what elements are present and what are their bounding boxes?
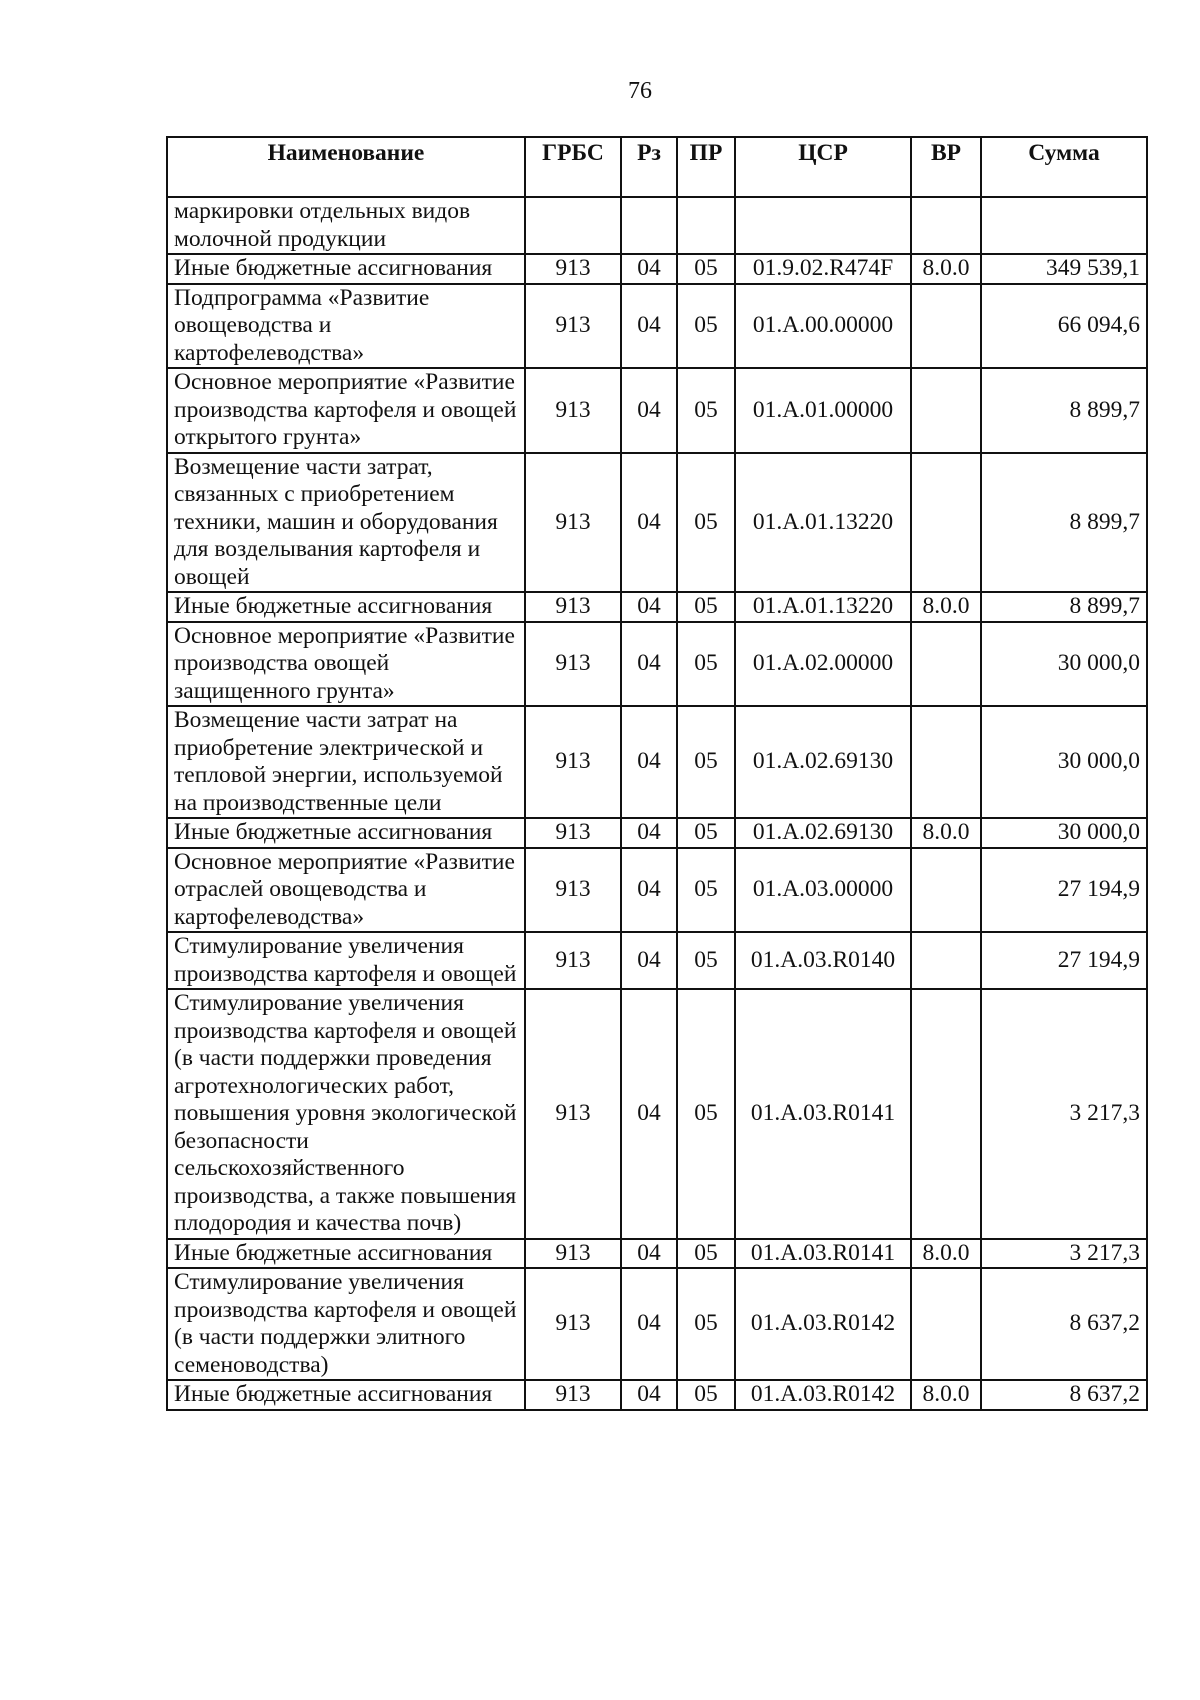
- cell-grbs: 913: [525, 284, 621, 369]
- cell-pr: 05: [677, 989, 735, 1239]
- cell-csr: 01.А.03.R0142: [735, 1380, 911, 1410]
- cell-name: Стимулирование увеличения производства картофеля и овощей (в части поддержки проведения агротехнологических работ, повышения уровня экологической безопасности сельскохозяйственного производства, а также повышения плодородия и качества почв): [167, 989, 525, 1239]
- cell-vr: 8.0.0: [911, 1380, 981, 1410]
- cell-csr: 01.А.03.00000: [735, 848, 911, 933]
- table-row: [167, 1239, 1147, 1269]
- cell-rz: 04: [621, 368, 677, 453]
- cell-rz: 04: [621, 622, 677, 707]
- cell-pr: [677, 197, 735, 254]
- cell-pr: 05: [677, 932, 735, 989]
- cell-pr: 05: [677, 453, 735, 593]
- header-rz: Рз: [621, 137, 677, 197]
- cell-grbs: 913: [525, 592, 621, 622]
- cell-grbs: [525, 197, 621, 254]
- cell-name: Иные бюджетные ассигнования: [167, 1239, 525, 1269]
- cell-csr: 01.А.02.69130: [735, 706, 911, 818]
- cell-sum: 3 217,3: [981, 1239, 1147, 1269]
- cell-sum: 30 000,0: [981, 622, 1147, 707]
- cell-grbs: 913: [525, 848, 621, 933]
- cell-rz: [621, 197, 677, 254]
- cell-name: Иные бюджетные ассигнования: [167, 1380, 525, 1410]
- cell-vr: [911, 932, 981, 989]
- header-csr: ЦСР: [735, 137, 911, 197]
- cell-rz: 04: [621, 848, 677, 933]
- cell-grbs: 913: [525, 622, 621, 707]
- cell-vr: [911, 989, 981, 1239]
- cell-name: маркировки отдельных видов молочной продукции: [167, 197, 525, 254]
- table-row: [167, 254, 1147, 284]
- cell-sum: 8 899,7: [981, 453, 1147, 593]
- cell-rz: 04: [621, 254, 677, 284]
- budget-table: [166, 136, 1148, 1411]
- cell-vr: 8.0.0: [911, 1239, 981, 1269]
- cell-pr: 05: [677, 818, 735, 848]
- cell-grbs: 913: [525, 453, 621, 593]
- cell-name: Иные бюджетные ассигнования: [167, 592, 525, 622]
- cell-csr: [735, 197, 911, 254]
- cell-sum: 27 194,9: [981, 932, 1147, 989]
- cell-csr: 01.А.01.13220: [735, 453, 911, 593]
- table-row: [167, 818, 1147, 848]
- cell-sum: 349 539,1: [981, 254, 1147, 284]
- table-row: [167, 706, 1147, 818]
- cell-rz: 04: [621, 818, 677, 848]
- cell-csr: 01.А.01.13220: [735, 592, 911, 622]
- table-row: [167, 622, 1147, 707]
- cell-sum: 27 194,9: [981, 848, 1147, 933]
- table-row: [167, 284, 1147, 369]
- cell-pr: 05: [677, 284, 735, 369]
- cell-name: Основное мероприятие «Развитие производства картофеля и овощей открытого грунта»: [167, 368, 525, 453]
- cell-grbs: 913: [525, 1380, 621, 1410]
- cell-pr: 05: [677, 592, 735, 622]
- cell-pr: 05: [677, 622, 735, 707]
- cell-csr: 01.А.02.00000: [735, 622, 911, 707]
- cell-pr: 05: [677, 1268, 735, 1380]
- cell-vr: 8.0.0: [911, 254, 981, 284]
- cell-csr: 01.А.03.R0142: [735, 1268, 911, 1380]
- cell-vr: 8.0.0: [911, 592, 981, 622]
- cell-rz: 04: [621, 1380, 677, 1410]
- cell-sum: [981, 197, 1147, 254]
- cell-grbs: 913: [525, 368, 621, 453]
- cell-rz: 04: [621, 1268, 677, 1380]
- cell-sum: 30 000,0: [981, 706, 1147, 818]
- cell-name: Возмещение части затрат на приобретение электрической и тепловой энергии, используемой на производственные цели: [167, 706, 525, 818]
- cell-vr: [911, 706, 981, 818]
- page-number: 76: [628, 78, 652, 104]
- cell-csr: 01.9.02.R474F: [735, 254, 911, 284]
- cell-vr: [911, 284, 981, 369]
- cell-sum: 8 637,2: [981, 1380, 1147, 1410]
- cell-csr: 01.А.01.00000: [735, 368, 911, 453]
- cell-name: Основное мероприятие «Развитие производства овощей защищенного грунта»: [167, 622, 525, 707]
- cell-vr: [911, 622, 981, 707]
- cell-csr: 01.А.03.R0141: [735, 1239, 911, 1269]
- header-sum: Сумма: [981, 137, 1147, 197]
- table-row: [167, 453, 1147, 593]
- cell-grbs: 913: [525, 818, 621, 848]
- header-vr: ВР: [911, 137, 981, 197]
- table-row: [167, 932, 1147, 989]
- table-row: [167, 848, 1147, 933]
- cell-vr: [911, 197, 981, 254]
- cell-grbs: 913: [525, 932, 621, 989]
- cell-sum: 8 899,7: [981, 368, 1147, 453]
- cell-rz: 04: [621, 1239, 677, 1269]
- cell-pr: 05: [677, 1380, 735, 1410]
- cell-pr: 05: [677, 254, 735, 284]
- header-name: Наименование: [167, 137, 525, 197]
- cell-vr: [911, 1268, 981, 1380]
- cell-name: Стимулирование увеличения производства картофеля и овощей: [167, 932, 525, 989]
- header-grbs: ГРБС: [525, 137, 621, 197]
- cell-csr: 01.А.03.R0141: [735, 989, 911, 1239]
- cell-name: Возмещение части затрат, связанных с приобретением техники, машин и оборудования для возделывания картофеля и овощей: [167, 453, 525, 593]
- header-pr: ПР: [677, 137, 735, 197]
- table-header: [167, 137, 1147, 197]
- cell-csr: 01.А.02.69130: [735, 818, 911, 848]
- table-row: [167, 197, 1147, 254]
- cell-name: Иные бюджетные ассигнования: [167, 254, 525, 284]
- cell-rz: 04: [621, 706, 677, 818]
- cell-name: Иные бюджетные ассигнования: [167, 818, 525, 848]
- cell-csr: 01.А.03.R0140: [735, 932, 911, 989]
- cell-csr: 01.А.00.00000: [735, 284, 911, 369]
- cell-name: Подпрограмма «Развитие овощеводства и картофелеводства»: [167, 284, 525, 369]
- cell-sum: 8 899,7: [981, 592, 1147, 622]
- cell-rz: 04: [621, 932, 677, 989]
- cell-sum: 30 000,0: [981, 818, 1147, 848]
- table-row: [167, 368, 1147, 453]
- table-row: [167, 1268, 1147, 1380]
- table-row: [167, 989, 1147, 1239]
- cell-pr: 05: [677, 368, 735, 453]
- cell-pr: 05: [677, 706, 735, 818]
- cell-grbs: 913: [525, 706, 621, 818]
- cell-pr: 05: [677, 848, 735, 933]
- cell-rz: 04: [621, 989, 677, 1239]
- cell-rz: 04: [621, 453, 677, 593]
- cell-vr: 8.0.0: [911, 818, 981, 848]
- cell-vr: [911, 453, 981, 593]
- cell-sum: 8 637,2: [981, 1268, 1147, 1380]
- cell-sum: 66 094,6: [981, 284, 1147, 369]
- cell-vr: [911, 368, 981, 453]
- table-row: [167, 1380, 1147, 1410]
- cell-name: Основное мероприятие «Развитие отраслей овощеводства и картофелеводства»: [167, 848, 525, 933]
- table-body: [167, 197, 1147, 1410]
- cell-grbs: 913: [525, 989, 621, 1239]
- cell-rz: 04: [621, 284, 677, 369]
- cell-grbs: 913: [525, 1239, 621, 1269]
- cell-grbs: 913: [525, 1268, 621, 1380]
- header-row: [167, 137, 1147, 197]
- cell-rz: 04: [621, 592, 677, 622]
- table-row: [167, 592, 1147, 622]
- cell-sum: 3 217,3: [981, 989, 1147, 1239]
- cell-name: Стимулирование увеличения производства картофеля и овощей (в части поддержки элитного семеноводства): [167, 1268, 525, 1380]
- cell-vr: [911, 848, 981, 933]
- cell-grbs: 913: [525, 254, 621, 284]
- cell-pr: 05: [677, 1239, 735, 1269]
